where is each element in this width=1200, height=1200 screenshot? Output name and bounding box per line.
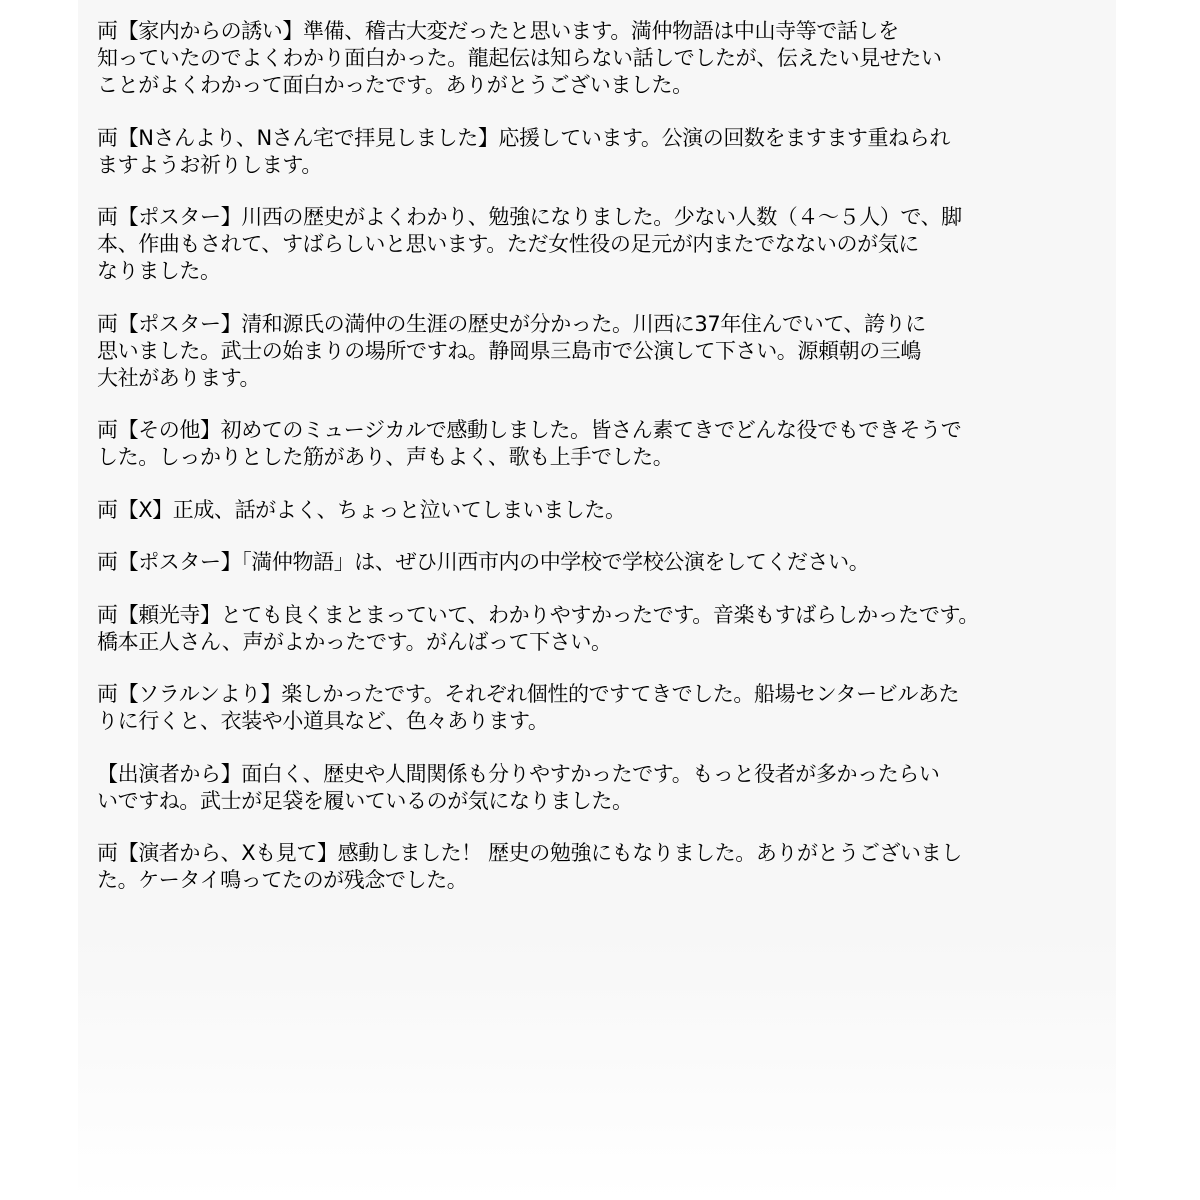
comment-6 bbox=[97, 497, 1112, 524]
comment-line: 知っていたのでよくわかり面白かった。龍起伝は知らない話しでしたが、伝えたい見せたい bbox=[97, 46, 942, 70]
comment-line: 【出演者から】面白く、歴史や人間関係も分りやすかったです。もっと役者が多かったらい bbox=[97, 761, 940, 786]
comment-line: 両【ポスター】川西の歴史がよくわかり、勉強になりました。少ない人数（４〜５人）で、脚 bbox=[97, 205, 962, 229]
comment-line: した。しっかりとした筋があり、声もよく、歌も上手でした。 bbox=[97, 445, 674, 469]
comment-2 bbox=[97, 125, 1112, 179]
comment-3 bbox=[97, 204, 1112, 285]
comment-4 bbox=[97, 311, 1112, 392]
comment-list bbox=[97, 18, 1112, 920]
comment-line: 両【家内からの誘い】準備、稽古大変だったと思います。満仲物語は中山寺等で話しを bbox=[97, 19, 899, 43]
comment-line: 橋本正人さん、声がよかったです。がんばって下さい。 bbox=[97, 629, 612, 654]
comment-line: た。ケータイ鳴ってたのが残念でした。 bbox=[97, 868, 468, 892]
comment-1 bbox=[97, 18, 1112, 99]
comment-line: なりました。 bbox=[97, 259, 221, 283]
comment-line: 思いました。武士の始まりの場所ですね。静岡県三島市で公演して下さい。源頼朝の三嶋 bbox=[97, 338, 921, 363]
comment-line: 両【ポスター】清和源氏の満仲の生涯の歴史が分かった。川西に37年住んでいて、誇りに bbox=[97, 311, 926, 336]
comment-line: 両【頼光寺】とても良くまとまっていて、わかりやすかったです。音楽もすばらしかったです。 bbox=[97, 602, 980, 627]
comment-7 bbox=[97, 549, 1112, 576]
comment-line: いですね。武士が足袋を履いているのが気になりました。 bbox=[97, 788, 633, 813]
comment-line: 両【ソラルンより】楽しかったです。それぞれ個性的ですてきでした。船場センタービルあた bbox=[97, 682, 960, 706]
comment-line: 両【その他】初めてのミュージカルで感動しました。皆さん素てきでどんな役でもできそうで bbox=[97, 418, 962, 442]
comment-10 bbox=[97, 761, 1112, 815]
comment-11 bbox=[97, 840, 1112, 894]
comment-line: 大社があります。 bbox=[97, 365, 261, 390]
comment-5 bbox=[97, 417, 1112, 471]
comment-line: 両【Nさんより、Nさん宅で拝見しました】応援しています。公演の回数をますます重ねられ bbox=[97, 125, 950, 150]
comment-line: 両【演者から、Xも見て】感動しました！ 歴史の勉強にもなりました。ありがとうございまし bbox=[97, 841, 962, 865]
comment-line: ますようお祈りします。 bbox=[97, 152, 322, 177]
comment-line: ことがよくわかって面白かったです。ありがとうございました。 bbox=[97, 73, 693, 97]
comment-9 bbox=[97, 681, 1112, 735]
comment-line: 本、作曲もされて、すばらしいと思います。ただ女性役の足元が内またでなないのが気に bbox=[97, 232, 919, 256]
comment-8 bbox=[97, 602, 1112, 656]
comment-line: りに行くと、衣装や小道具など、色々あります。 bbox=[97, 709, 549, 733]
comment-line: 両【X】正成、話がよく、ちょっと泣いてしまいました。 bbox=[97, 497, 626, 522]
comment-line: 両【ポスター】「満仲物語」は、ぜひ川西市内の中学校で学校公演をしてください。 bbox=[97, 550, 870, 574]
